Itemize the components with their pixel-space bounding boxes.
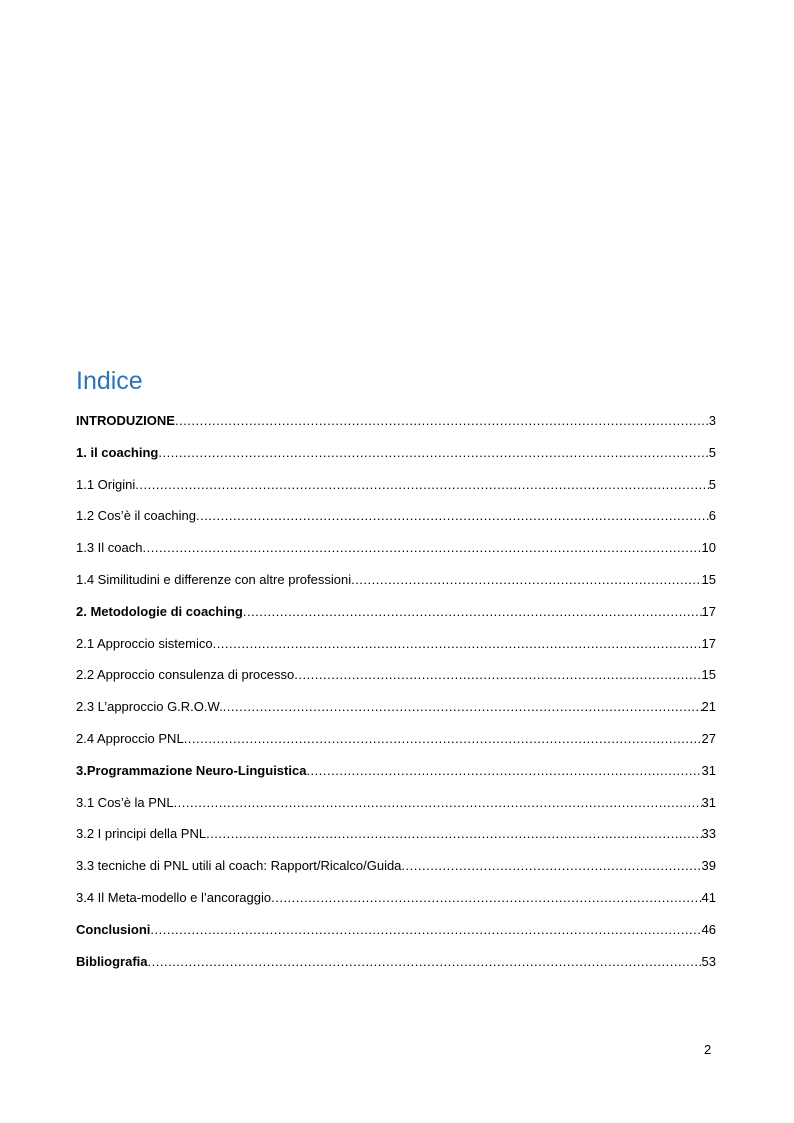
toc-entry-label: 3.4 Il Meta-modello e l’ancoraggio [76, 889, 272, 905]
toc-leader-dots [150, 920, 701, 940]
toc-leader-dots [271, 888, 701, 908]
toc-entry[interactable] [76, 665, 716, 697]
toc-entry-label: 1. il coaching [76, 444, 159, 460]
toc-entry-page: 27 [701, 730, 716, 746]
toc-entry[interactable] [76, 634, 716, 666]
toc-entry[interactable] [76, 538, 716, 570]
toc-leader-dots [158, 443, 708, 463]
toc-entry-page: 6 [708, 508, 716, 524]
toc-leader-dots [306, 761, 701, 781]
toc-list [76, 411, 716, 983]
toc-entry[interactable] [76, 888, 716, 920]
toc-entry-label: 2. Metodologie di coaching [76, 603, 243, 619]
toc-entry-page: 31 [701, 762, 716, 778]
toc-entry-page: 53 [701, 953, 716, 969]
toc-entry-label: Conclusioni [76, 921, 151, 937]
toc-entry-label: 2.3 L’approccio G.R.O.W. [76, 699, 223, 715]
toc-title: Indice [76, 367, 143, 395]
toc-entry-label: INTRODUZIONE [76, 413, 175, 428]
toc-entry-label: 1.4 Similitudini e differenze con altre professioni [76, 571, 352, 587]
toc-entry[interactable] [76, 443, 716, 475]
toc-entry-page: 15 [701, 667, 716, 683]
toc-entry[interactable] [76, 506, 716, 538]
toc-entry-page: 17 [701, 635, 716, 651]
toc-leader-dots [351, 570, 701, 590]
toc-entry-label: 1.3 Il coach [76, 540, 143, 556]
toc-entry-label: Bibliografia [76, 953, 148, 969]
toc-entry-page: 21 [701, 699, 716, 715]
toc-entry-page: 31 [701, 794, 716, 810]
toc-entry-page: 33 [701, 826, 716, 842]
toc-entry[interactable] [76, 475, 716, 507]
toc-leader-dots [174, 793, 702, 813]
toc-leader-dots [184, 729, 702, 749]
toc-leader-dots [213, 634, 702, 654]
toc-entry-page: 41 [701, 889, 716, 905]
toc-entry-page: 46 [701, 921, 716, 937]
toc-entry-page: 39 [701, 858, 716, 874]
toc-leader-dots [148, 952, 702, 972]
toc-entry-label: 3.1 Cos’è la PNL [76, 794, 174, 810]
toc-entry[interactable] [76, 729, 716, 761]
toc-entry-page: 3 [708, 413, 716, 428]
toc-entry-page: 5 [708, 476, 716, 492]
toc-leader-dots [294, 665, 701, 685]
toc-entry-page: 10 [701, 540, 716, 556]
toc-entry[interactable] [76, 570, 716, 602]
toc-leader-dots [143, 538, 702, 558]
toc-entry-page: 15 [701, 571, 716, 587]
toc-entry-page: 17 [701, 603, 716, 619]
toc-entry-label: 2.2 Approccio consulenza di processo [76, 667, 295, 683]
toc-entry-label: 3.3 tecniche di PNL utili al coach: Rapport/Ricalco/Guida [76, 858, 402, 874]
toc-leader-dots [135, 475, 709, 495]
toc-entry[interactable] [76, 697, 716, 729]
toc-entry-label: 3.Programmazione Neuro-Linguistica [76, 762, 307, 778]
toc-entry[interactable] [76, 602, 716, 634]
toc-leader-dots [223, 697, 702, 717]
toc-leader-dots [175, 411, 709, 431]
toc-entry-label: 3.2 I principi della PNL [76, 826, 207, 842]
toc-leader-dots [243, 602, 702, 622]
toc-entry-page: 5 [708, 444, 716, 460]
toc-entry[interactable] [76, 761, 716, 793]
toc-entry-label: 1.1 Origini [76, 476, 136, 492]
toc-leader-dots [206, 824, 701, 844]
page-number: 2 [704, 1042, 712, 1057]
toc-entry-label: 1.2 Cos’è il coaching [76, 508, 196, 524]
toc-entry[interactable] [76, 856, 716, 888]
toc-entry[interactable] [76, 824, 716, 856]
toc-entry[interactable] [76, 952, 716, 984]
toc-leader-dots [401, 856, 701, 876]
toc-entry[interactable] [76, 920, 716, 952]
toc-entry[interactable] [76, 411, 716, 443]
toc-entry-label: 2.1 Approccio sistemico [76, 635, 213, 651]
toc-entry-label: 2.4 Approccio PNL [76, 730, 184, 746]
toc-entry[interactable] [76, 793, 716, 825]
toc-leader-dots [196, 506, 709, 526]
